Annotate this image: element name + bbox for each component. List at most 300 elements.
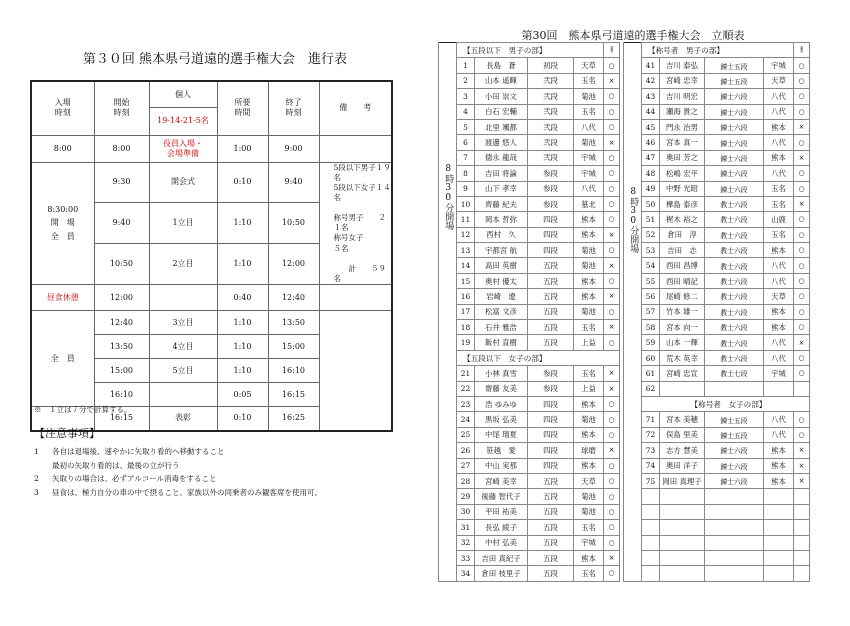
result-mark: ○ [604, 535, 620, 550]
start-cell: 10:50 [94, 244, 149, 285]
competitor-row [624, 135, 810, 150]
opening-time-label: 8時30分開場 [624, 43, 642, 397]
competitor-region: 玉名 [574, 520, 604, 535]
competitor-region: 菊池 [574, 89, 604, 104]
competitor-region: 宇城 [764, 58, 794, 73]
empty-cell [642, 566, 660, 581]
competitor-rank: 錬士六段 [705, 166, 764, 181]
competitor-region: 八代 [764, 273, 794, 288]
result-mark: × [794, 473, 810, 488]
competitor-rank: 錬士五段 [705, 427, 764, 442]
competitor-row [624, 304, 810, 319]
competitor-row [439, 258, 620, 273]
caution-number: 3 [34, 487, 39, 497]
order-title: 第30回 熊本県弓道遠的選手権大会 立順表 [521, 29, 745, 42]
competitor-rank: 五段 [528, 520, 574, 535]
competitor-rank: 教士六段 [705, 212, 764, 227]
result-mark: ○ [604, 520, 620, 535]
entry-number: 74 [642, 458, 660, 473]
competitor-region: 八代 [764, 258, 794, 273]
result-mark: ○ [794, 89, 810, 104]
competitor-name: 志方 慧美 [660, 443, 705, 458]
empty-cell [705, 489, 764, 504]
competitor-rank: 参段 [528, 196, 574, 211]
schedule-footnote: ※ １立は７分で計算する。 [34, 405, 132, 414]
header-individual [149, 81, 217, 135]
empty-cell [642, 535, 660, 550]
result-mark: ○ [604, 212, 620, 227]
competitor-region: 菊池 [574, 135, 604, 150]
result-mark: ○ [794, 166, 810, 181]
caution-number: 1 [34, 447, 39, 456]
competitor-row [624, 258, 810, 273]
empty-row [624, 566, 810, 581]
competitor-rank: 五段 [528, 258, 574, 273]
empty-cell [764, 566, 794, 581]
start-cell: 16:15 [94, 407, 149, 431]
start-cell: 13:50 [94, 335, 149, 359]
competitor-name: 宮本 向一 [660, 320, 705, 335]
result-mark: ○ [604, 504, 620, 519]
entry-number: 41 [642, 58, 660, 73]
competitor-rank: 教士六段 [705, 273, 764, 288]
competitor-region: 八代 [764, 89, 794, 104]
competitor-row [439, 304, 620, 319]
competitor-region: 玉名 [574, 104, 604, 119]
entry-number: 43 [642, 89, 660, 104]
women-section-header: 【五段以下 女子の部】 [457, 350, 620, 365]
competitor-name: 中尾 瑠夏 [475, 427, 528, 442]
entry-number: 19 [457, 335, 475, 350]
header-end-time: 終了 時刻 [268, 81, 319, 135]
result-mark: × [604, 73, 620, 88]
competitor-region: 菊池 [574, 504, 604, 519]
result-mark: × [794, 443, 810, 458]
competitor-row [439, 58, 620, 73]
competitor-row [624, 104, 810, 119]
competitor-region: 宇城 [574, 535, 604, 550]
caution-item [34, 472, 322, 486]
empty-cell [794, 489, 810, 504]
competitor-row [439, 89, 620, 104]
competitor-rank: 五段 [528, 489, 574, 504]
competitor-region [764, 381, 794, 396]
competitor-rank: 五段 [528, 566, 574, 581]
competitor-name: 門永 治男 [660, 119, 705, 134]
duration-cell: 1:10 [217, 359, 268, 383]
competitor-row [439, 396, 620, 411]
entry-number: 13 [457, 243, 475, 258]
result-mark: ○ [794, 73, 810, 88]
entry-number: 2 [457, 73, 475, 88]
result-mark: ○ [604, 412, 620, 427]
result-mark: ○ [604, 458, 620, 473]
competitor-row [624, 273, 810, 288]
competitor-row [624, 196, 810, 211]
entry-number: 75 [642, 473, 660, 488]
competitor-region: 熊本 [574, 458, 604, 473]
result-mark: ○ [794, 350, 810, 365]
competitor-name: 吉田 志 [660, 243, 705, 258]
entry-number: 45 [642, 119, 660, 134]
competitor-rank: 五段 [528, 273, 574, 288]
entry-number: 46 [642, 135, 660, 150]
competitor-name: 高田 英樹 [475, 258, 528, 273]
competitor-row [624, 458, 810, 473]
entry-number: 11 [457, 212, 475, 227]
start-cell: 12:00 [94, 285, 149, 311]
competitor-region: 菊池 [574, 412, 604, 427]
competitor-region: 八代 [764, 104, 794, 119]
competitor-name: 德永 龍哉 [475, 150, 528, 165]
competitor-rank: 弐段 [528, 73, 574, 88]
empty-cell [794, 504, 810, 519]
competitor-rank: 錬士六段 [705, 119, 764, 134]
notes-cell [319, 135, 392, 162]
result-mark: ○ [794, 289, 810, 304]
entry-number: 7 [457, 150, 475, 165]
competitor-rank: 四段 [528, 227, 574, 242]
empty-row [624, 489, 810, 504]
result-mark: ○ [604, 104, 620, 119]
end-cell: 15:00 [268, 335, 319, 359]
entry-number: 59 [642, 335, 660, 350]
competitor-rank: 弐段 [528, 135, 574, 150]
competitor-row [624, 73, 810, 88]
entry-number: 29 [457, 489, 475, 504]
entry-number: 31 [457, 520, 475, 535]
result-mark: ○ [604, 304, 620, 319]
competitor-rank: 錬士五段 [705, 73, 764, 88]
competitor-name: 小林 真雪 [475, 366, 528, 381]
result-mark: ○ [794, 304, 810, 319]
result-mark: ○ [604, 273, 620, 288]
competitor-name: 宮崎 忠幸 [660, 73, 705, 88]
shooting-order-table-a [438, 42, 620, 582]
competitor-row [624, 89, 810, 104]
competitor-rank: 五段 [528, 473, 574, 488]
competitor-name: 黒坂 弘美 [475, 412, 528, 427]
result-mark: × [604, 289, 620, 304]
entry-number: 5 [457, 119, 475, 134]
competitor-region: 菊池 [574, 243, 604, 258]
result-mark: ○ [604, 150, 620, 165]
caution-continuation: 最初の矢取り看的は、最後の立が行う [52, 460, 180, 470]
result-mark: ○ [604, 396, 620, 411]
result-mark: × [794, 196, 810, 211]
competitor-rank: 五段 [528, 304, 574, 319]
section-header-row [624, 396, 810, 411]
competitor-row [624, 58, 810, 73]
empty-cell [794, 550, 810, 565]
event-cell: 5立目 [149, 359, 217, 383]
competitor-name: 岡田 真理子 [660, 473, 705, 488]
competitor-rank: 弐段 [528, 89, 574, 104]
competitor-row [624, 473, 810, 488]
competitor-rank: 四段 [528, 427, 574, 442]
competitor-rank: 教士七段 [705, 366, 764, 381]
competitor-name: 樺島 泰彦 [660, 196, 705, 211]
competitor-rank: 錬士六段 [705, 89, 764, 104]
entry-number: 15 [457, 273, 475, 288]
result-mark: ○ [794, 243, 810, 258]
side-blank [624, 396, 642, 581]
competitor-region: 八代 [764, 166, 794, 181]
competitor-row [624, 320, 810, 335]
competitor-row [624, 381, 810, 396]
competitor-name: 山下 孝幸 [475, 181, 528, 196]
entry-number: 25 [457, 427, 475, 442]
competitor-region: 熊本 [764, 119, 794, 134]
entry-number: 24 [457, 412, 475, 427]
entry-number: 32 [457, 535, 475, 550]
start-cell: 15:00 [94, 359, 149, 383]
competitor-name: 宮本 美穂 [660, 412, 705, 427]
competitor-region: 八代 [764, 135, 794, 150]
competitor-name: 尾崎 修二 [660, 289, 705, 304]
entry-number: 57 [642, 304, 660, 319]
empty-cell [705, 566, 764, 581]
schedule-table [30, 80, 393, 432]
section-header-row [439, 350, 620, 365]
competitor-row [439, 473, 620, 488]
result-mark [794, 381, 810, 396]
empty-cell [642, 504, 660, 519]
competitor-name: 中山 実那 [475, 458, 528, 473]
competitor-rank: 教士六段 [705, 320, 764, 335]
competitor-name: 梶木 裕之 [660, 212, 705, 227]
competitor-name: 渡邊 悠人 [475, 135, 528, 150]
competitor-row [439, 166, 620, 181]
competitor-row [624, 166, 810, 181]
entry-number: 34 [457, 566, 475, 581]
competitor-region: 玉名 [764, 227, 794, 242]
entry-number: 22 [457, 381, 475, 396]
empty-cell [660, 520, 705, 535]
result-mark: ○ [604, 119, 620, 134]
competitor-name: 石井 雅浩 [475, 320, 528, 335]
competitor-row [439, 119, 620, 134]
empty-row [624, 520, 810, 535]
entry-number: 58 [642, 320, 660, 335]
competitor-row [624, 289, 810, 304]
competitor-name [660, 381, 705, 396]
competitor-region: 熊本 [764, 320, 794, 335]
competitor-rank: 参段 [528, 166, 574, 181]
competitor-name: 飯村 直樹 [475, 335, 528, 350]
competitor-row [439, 227, 620, 242]
duration-cell: 1:10 [217, 244, 268, 285]
competitor-rank: 錬士六段 [705, 104, 764, 119]
duration-cell: 1:00 [217, 135, 268, 162]
empty-cell [764, 550, 794, 565]
competitor-rank: 錬士六段 [705, 458, 764, 473]
result-mark: ○ [604, 243, 620, 258]
competitor-region: 菊池 [574, 304, 604, 319]
section-header-row [439, 43, 620, 58]
result-mark: × [794, 458, 810, 473]
competitor-region: 熊本 [764, 243, 794, 258]
competitor-row [624, 366, 810, 381]
event-cell: 4立目 [149, 335, 217, 359]
competitor-region: 菊池 [574, 258, 604, 273]
competitor-rank: 教士六段 [705, 227, 764, 242]
competitor-region: 熊本 [764, 150, 794, 165]
entry-number: 60 [642, 350, 660, 365]
entry-number: 30 [457, 504, 475, 519]
men-section-header: 【五段以下 男子の部】 [457, 43, 604, 58]
competitor-region: 熊本 [574, 427, 604, 442]
competitor-rank: 五段 [528, 535, 574, 550]
competitor-row [439, 289, 620, 304]
competitor-rank: 教士六段 [705, 289, 764, 304]
competitor-row [439, 381, 620, 396]
competitor-name: 竹本 雄一 [660, 304, 705, 319]
competitor-name: 後藤 智代子 [475, 489, 528, 504]
competitor-region: 熊本 [574, 273, 604, 288]
caution-text: 各自は退場後、速やかに矢取り看的へ移動すること [52, 447, 225, 456]
competitor-row [439, 520, 620, 535]
entry-number: 16 [457, 289, 475, 304]
competitor-name: 白石 宏輔 [475, 104, 528, 119]
header-notes: 備 考 [319, 81, 392, 135]
competitor-name: 松富 文彦 [475, 304, 528, 319]
result-mark: × [604, 135, 620, 150]
event-cell: 1立目 [149, 203, 217, 244]
competitor-rank: 錬士六段 [705, 181, 764, 196]
result-mark: ○ [794, 412, 810, 427]
empty-cell [642, 520, 660, 535]
end-cell: 16:15 [268, 383, 319, 407]
end-cell: 12:40 [268, 285, 319, 311]
header-individual-count: 19-14-21-5名 [157, 116, 209, 126]
empty-cell [794, 535, 810, 550]
competitor-rank: 四段 [528, 212, 574, 227]
competitor-region: 熊本 [574, 396, 604, 411]
result-mark: ○ [794, 273, 810, 288]
competitor-rank: 参段 [528, 366, 574, 381]
result-mark: ○ [794, 366, 810, 381]
entry-number: 23 [457, 396, 475, 411]
competitor-row [439, 196, 620, 211]
start-cell: 16:10 [94, 383, 149, 407]
caution-item [34, 445, 322, 459]
entry-number: 21 [457, 366, 475, 381]
shooting-order-table-b [623, 42, 810, 582]
entry-number: 56 [642, 289, 660, 304]
empty-cell [660, 489, 705, 504]
competitor-region: 墓北 [574, 196, 604, 211]
duration-cell: 1:10 [217, 335, 268, 359]
empty-cell [705, 504, 764, 519]
entry-number: 6 [457, 135, 475, 150]
entry-number: 49 [642, 181, 660, 196]
empty-row [624, 550, 810, 565]
competitor-name: 齋藤 友美 [475, 381, 528, 396]
empty-cell [642, 550, 660, 565]
entry-number: 62 [642, 381, 660, 396]
competitor-rank: 錬士五段 [705, 412, 764, 427]
competitor-name: 西田 昌博 [660, 258, 705, 273]
competitor-name: 小田 崇文 [475, 89, 528, 104]
result-mark: ○ [604, 489, 620, 504]
empty-cell [764, 535, 794, 550]
competitor-rank: 弐段 [528, 150, 574, 165]
header-individual-label: 個人 [150, 82, 217, 108]
competitor-rank: 弐段 [528, 104, 574, 119]
result-mark: ○ [794, 227, 810, 242]
entry-number: 47 [642, 150, 660, 165]
result-mark: × [794, 119, 810, 134]
notes-summary: 5段以下男子１９名 5段以下女子１４名 称号男子 ２１名 称号女子 ５名 計 ５９名 [319, 162, 392, 285]
competitor-name: 吉田 将論 [475, 166, 528, 181]
competitor-rank: 錬士六段 [705, 150, 764, 165]
entry-number: 52 [642, 227, 660, 242]
competitor-name: 瀬海 貴之 [660, 104, 705, 119]
competitor-name: 倉田 淳 [660, 227, 705, 242]
competitor-row [624, 212, 810, 227]
start-cell: 9:40 [94, 203, 149, 244]
competitor-name: 北里 颯都 [475, 119, 528, 134]
notes-cell [319, 285, 392, 311]
entry-number: 50 [642, 196, 660, 211]
result-mark: ○ [604, 181, 620, 196]
competitor-name: 松嶋 宏平 [660, 166, 705, 181]
competitor-region: 天草 [764, 73, 794, 88]
competitor-region: 玉名 [764, 181, 794, 196]
lunch-break-cell: 昼食休憩 [31, 285, 94, 311]
end-cell: 12:00 [268, 244, 319, 285]
entry-number: 61 [642, 366, 660, 381]
competitor-rank: 教士六段 [705, 304, 764, 319]
result-mark: ○ [604, 427, 620, 442]
competitor-name: 山本 一輝 [660, 335, 705, 350]
start-cell: 8:00 [94, 135, 149, 162]
entry-number: 27 [457, 458, 475, 473]
competitor-row [624, 181, 810, 196]
empty-row [624, 535, 810, 550]
competitor-rank: 錬士六段 [705, 135, 764, 150]
competitor-name: 吉田 真紀子 [475, 550, 528, 565]
competitor-name: 宮崎 美幸 [475, 473, 528, 488]
end-cell: 9:00 [268, 135, 319, 162]
result-mark: × [604, 258, 620, 273]
entry-number: 72 [642, 427, 660, 442]
competitor-name: 吉川 明宏 [660, 89, 705, 104]
competitor-name: 中野 光昭 [660, 181, 705, 196]
entry-number: 26 [457, 443, 475, 458]
start-cell: 9:30 [94, 162, 149, 203]
competitor-region: 熊本 [574, 227, 604, 242]
empty-cell [764, 489, 794, 504]
result-mark: × [604, 550, 620, 565]
competitor-row [439, 427, 620, 442]
competitor-rank: 五段 [528, 320, 574, 335]
caution-number: 2 [34, 474, 39, 483]
competitor-rank: 錬士五段 [705, 58, 764, 73]
result-mark: × [604, 366, 620, 381]
result-mark: ○ [604, 89, 620, 104]
empty-cell [705, 535, 764, 550]
caution-text: 矢取りの場合は、必ずアルコール消毒をすること [52, 474, 217, 483]
empty-cell [705, 550, 764, 565]
competitor-region: 八代 [764, 350, 794, 365]
caution-item [34, 486, 322, 500]
competitor-rank: 四段 [528, 396, 574, 411]
caution-list [34, 445, 322, 499]
competitor-name: 俣島 里美 [660, 427, 705, 442]
competitor-region: 玉名 [574, 73, 604, 88]
